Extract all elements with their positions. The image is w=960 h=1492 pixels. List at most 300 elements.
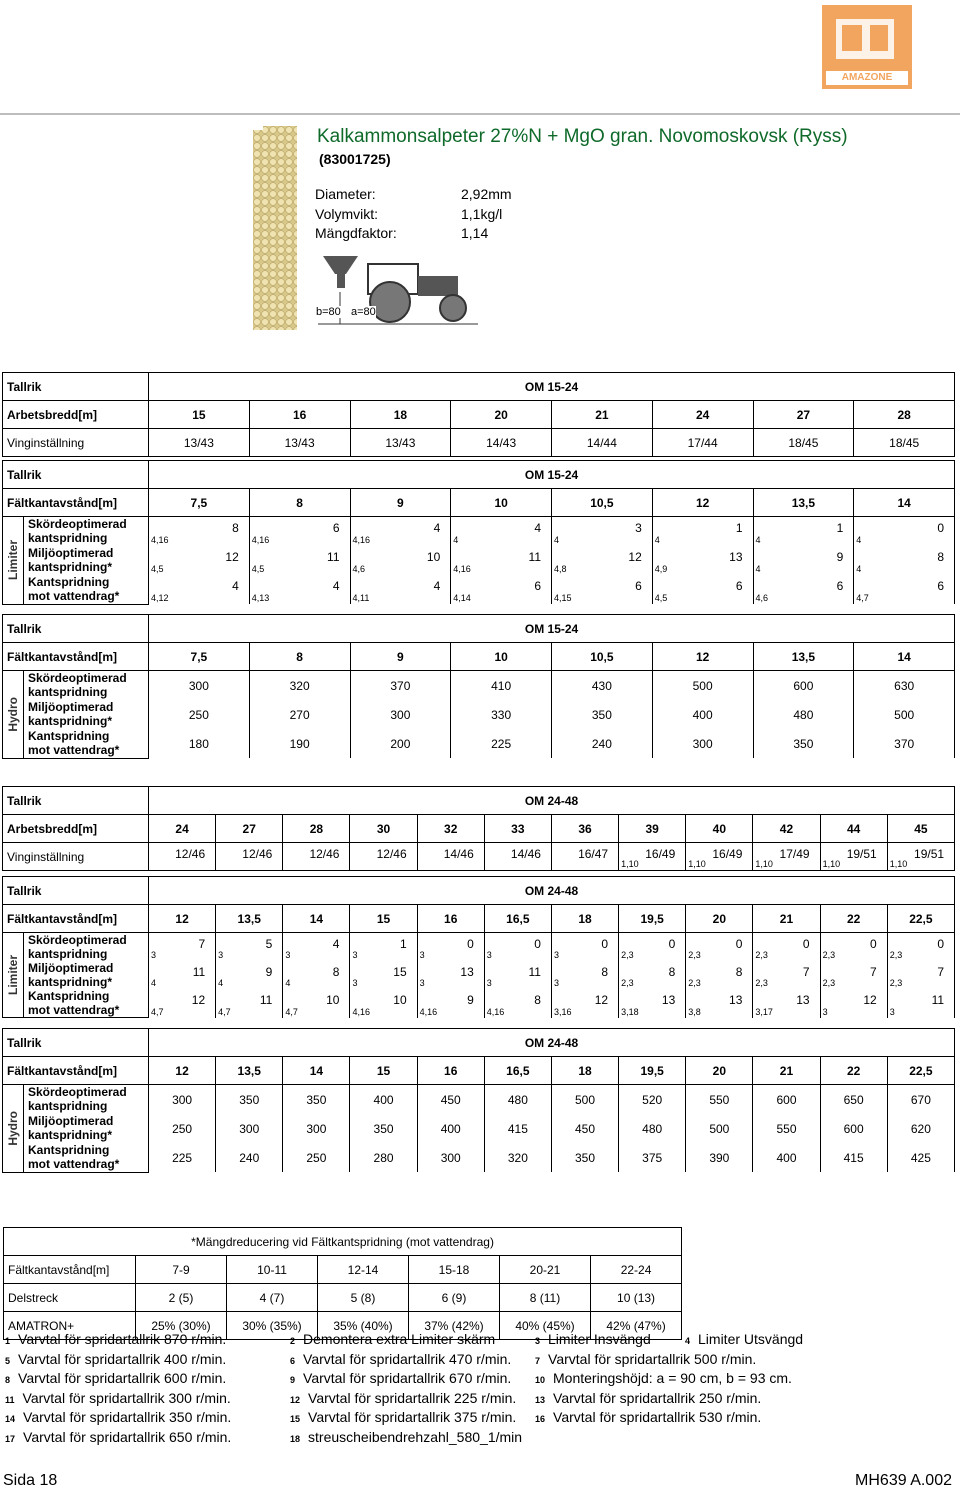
- limiter-note: 4: [285, 978, 291, 989]
- hydro-cell: 550: [686, 1085, 753, 1115]
- limiter-cell: [484, 933, 551, 962]
- limiter-note: 4,16: [453, 564, 471, 574]
- hydro-cell: 430: [552, 671, 653, 701]
- limiter-note: 2,3: [688, 950, 701, 961]
- arbetsbredd-label: Arbetsbredd[m]: [3, 815, 149, 843]
- limiter-cell: [451, 575, 552, 604]
- falt-cell: 10: [451, 643, 552, 671]
- limiter-note: 4: [755, 535, 761, 545]
- limiter-cell: [350, 517, 451, 547]
- limiter-value: 1: [399, 937, 407, 951]
- limiter-note: 3,17: [755, 1006, 773, 1017]
- footnote-number: 5: [5, 1355, 11, 1366]
- limiter-note: 4: [856, 535, 862, 545]
- vinkel-value: 12/46: [175, 847, 206, 861]
- hydro-cell: 225: [451, 729, 552, 758]
- arbetsbredd-label: Arbetsbredd[m]: [3, 401, 149, 429]
- vinkel-cell: [820, 843, 887, 871]
- hydro-cell: 350: [753, 729, 854, 758]
- product-code: (83001725): [319, 151, 391, 167]
- falt-cell: 22,5: [887, 905, 954, 933]
- limiter-value: 6: [332, 521, 340, 535]
- footnote-text: Varvtal för spridartallrik 250 r/min.: [553, 1389, 762, 1406]
- falt-cell: 18: [551, 1057, 618, 1085]
- limiter-cell: [887, 989, 954, 1017]
- hydro-cell: 350: [350, 1114, 417, 1143]
- footnote-text: Varvtal för spridartallrik 600 r/min.: [18, 1370, 227, 1386]
- vinkel-cell: 13/43: [149, 429, 250, 457]
- limiter-note: 4,16: [251, 535, 270, 545]
- footnote-number: 9: [290, 1375, 296, 1385]
- footnote-number: 8: [5, 1375, 11, 1385]
- hydro-cell: 450: [551, 1114, 618, 1143]
- vinkel-note: 1,10: [621, 859, 639, 869]
- diagram-b-label: b=80: [316, 306, 341, 318]
- limiter-note: 4,16: [151, 535, 169, 545]
- vinkel-note: 1,10: [755, 859, 773, 869]
- falt-label: Fältkantavstånd[m]: [3, 489, 149, 517]
- vinkel-value: 19/51: [914, 847, 945, 861]
- limiter-cell: [887, 961, 954, 989]
- limiter-row-labels: [3, 933, 149, 1018]
- limiter-cell: [451, 546, 552, 575]
- vinkel-value: 17/49: [779, 847, 810, 861]
- falt-cell: 12: [652, 643, 753, 671]
- row-label-line: mot vattendrag*: [28, 1003, 120, 1017]
- limiter-note: 3: [352, 950, 358, 961]
- limiter-value: 10: [426, 550, 441, 564]
- vinkel-cell: [216, 843, 283, 871]
- arbetsbredd-cell: 18: [350, 401, 451, 429]
- footnote-text: Varvtal för spridartallrik 530 r/min.: [553, 1409, 762, 1425]
- arbetsbredd-cell: 27: [216, 815, 283, 843]
- section2-header-table: [2, 786, 955, 871]
- limiter-note: 3: [419, 950, 425, 961]
- footnote-text: Varvtal för spridartallrik 650 r/min.: [23, 1428, 232, 1445]
- arbetsbredd-cell: 24: [149, 815, 216, 843]
- limiter-value: 8: [332, 965, 340, 980]
- footnote-number: 6: [290, 1355, 296, 1366]
- falt-cell: 14: [283, 905, 350, 933]
- falt-cell: 14: [283, 1057, 350, 1085]
- footnote: [290, 1350, 511, 1372]
- hydro-cell: 500: [652, 671, 753, 701]
- row-label-1: [24, 517, 148, 545]
- limiter-value: 0: [937, 937, 945, 951]
- arbetsbredd-cell: 28: [854, 401, 955, 429]
- hydro-cell: 250: [149, 1114, 216, 1143]
- limiter-note: 4,5: [654, 593, 668, 603]
- limiter-cell: [149, 546, 250, 575]
- hydro-cell: 500: [551, 1085, 618, 1115]
- limiter-value: 13: [729, 550, 743, 564]
- limiter-cell: [551, 989, 618, 1017]
- falt-cell: 14: [854, 643, 955, 671]
- limiter-value: 0: [534, 937, 541, 951]
- limiter-value: 11: [528, 965, 541, 980]
- vinkel-cell: 14/44: [552, 429, 653, 457]
- row-label-3: [24, 575, 148, 603]
- hydro-cell: 670: [887, 1085, 954, 1115]
- limiter-value: 0: [668, 937, 676, 951]
- row-label-line: Miljöoptimerad: [28, 961, 114, 975]
- mangd-cell: 12-14: [318, 1256, 409, 1284]
- falt-cell: 9: [350, 489, 451, 517]
- limiter-cell: [619, 933, 686, 962]
- footnote: [5, 1330, 226, 1352]
- mangd-cell: 6 (9): [409, 1284, 500, 1312]
- limiter-cell: [417, 961, 484, 989]
- mangd-cell: 22-24: [591, 1256, 682, 1284]
- limiter-value: 10: [326, 993, 340, 1008]
- row-label-1: [24, 671, 148, 699]
- limiter-note: 4,16: [352, 1006, 370, 1017]
- mangd-cell: 2 (5): [136, 1284, 227, 1312]
- row-label-line: Skördeoptimerad: [28, 933, 127, 947]
- hydro-cell: 600: [753, 671, 854, 701]
- limiter-note: 2,3: [822, 950, 836, 961]
- limiter-cell: [216, 961, 283, 989]
- limiter-note: 4: [856, 564, 862, 574]
- mangd-row-label: AMATRON+: [4, 1312, 136, 1340]
- hydro-cell: 240: [552, 729, 653, 758]
- diagram-a-label: a=80: [351, 306, 376, 318]
- footnote-number: 3: [535, 1336, 541, 1346]
- row-label-2: [24, 961, 148, 989]
- falt-cell: 10,5: [552, 489, 653, 517]
- row-label-1: [24, 933, 148, 961]
- limiter-cell: [350, 546, 451, 575]
- falt-cell: 16,5: [484, 905, 551, 933]
- limiter-cell: [753, 961, 820, 989]
- limiter-side-label: Limiter: [6, 540, 20, 581]
- limiter-cell: [753, 575, 854, 604]
- mangd-cell: 10 (13): [591, 1284, 682, 1312]
- limiter-note: 4: [218, 978, 224, 989]
- limiter-cell: [753, 933, 820, 962]
- limiter-cell: [854, 546, 955, 575]
- limiter-cell: [686, 933, 753, 962]
- row-label-line: kantspridning*: [28, 560, 113, 575]
- falt-cell: 22,5: [887, 1057, 954, 1085]
- limiter-note: 4,5: [251, 564, 265, 574]
- quantity-factor-value: 1,14: [461, 225, 489, 241]
- vinkel-cell: 18/45: [854, 429, 955, 457]
- footnote: [535, 1408, 761, 1430]
- hydro-cell: 375: [619, 1143, 686, 1172]
- footnote: [535, 1330, 651, 1352]
- limiter-value: 1: [836, 521, 844, 535]
- vinkel-cell: [551, 843, 618, 871]
- hydro-cell: 300: [216, 1114, 283, 1143]
- limiter-cell: [149, 989, 216, 1017]
- limiter-value: 13: [661, 993, 676, 1008]
- footnote: [5, 1428, 231, 1450]
- limiter-note: 4: [755, 564, 761, 574]
- tallrik-value: OM 15-24: [149, 461, 955, 489]
- vinkel-cell: 13/43: [350, 429, 451, 457]
- footnote-number: 14: [5, 1414, 16, 1424]
- arbetsbredd-cell: 45: [887, 815, 954, 843]
- vinkel-cell: [484, 843, 551, 871]
- hydro-cell: 630: [854, 671, 955, 701]
- row-label-line: mot vattendrag*: [28, 589, 120, 604]
- limiter-note: 4,15: [554, 593, 572, 603]
- hydro-cell: 400: [417, 1114, 484, 1143]
- falt-cell: 13,5: [216, 1057, 283, 1085]
- limiter-note: 3,16: [553, 1006, 572, 1017]
- quantity-factor-label: Mängdfaktor:: [315, 225, 397, 241]
- volume-weight-label: Volymvikt:: [315, 206, 379, 222]
- row-label-1: [24, 1085, 148, 1113]
- mangd-cell: 7-9: [136, 1256, 227, 1284]
- limiter-note: 4,13: [251, 593, 270, 603]
- limiter-value: 15: [393, 965, 407, 980]
- falt-cell: 21: [753, 905, 820, 933]
- row-label-2: [24, 546, 148, 574]
- hydro-cell: 480: [619, 1114, 686, 1143]
- vinkel-label: Vinginställning: [3, 843, 149, 871]
- mangd-cell: 42% (47%): [591, 1312, 682, 1340]
- limiter-note: 3: [352, 978, 358, 989]
- vinkel-cell: 17/44: [652, 429, 753, 457]
- arbetsbredd-cell: 36: [551, 815, 618, 843]
- limiter-value: 13: [460, 965, 474, 980]
- limiter-value: 7: [937, 965, 945, 980]
- vinkel-note: 1,10: [688, 859, 706, 869]
- hydro-cell: 390: [686, 1143, 753, 1172]
- limiter-value: 12: [863, 993, 877, 1008]
- footnote: [290, 1330, 495, 1352]
- limiter-note: 2,3: [822, 978, 836, 989]
- limiter-cell: [149, 933, 216, 962]
- limiter-cell: [753, 989, 820, 1017]
- limiter-value: 10: [393, 993, 407, 1008]
- hydro-cell: 300: [149, 1085, 216, 1115]
- footnote: [290, 1389, 516, 1411]
- limiter-cell: [652, 517, 753, 547]
- vinkel-value: 16/49: [645, 847, 676, 861]
- limiter-cell: [350, 989, 417, 1017]
- vinkel-value: 12/46: [309, 847, 340, 861]
- footnote-text: Varvtal för spridartallrik 470 r/min.: [303, 1350, 512, 1367]
- footnote: [5, 1408, 231, 1430]
- hydro-cell: 190: [249, 729, 350, 758]
- row-label-2: [24, 1114, 148, 1142]
- row-label-line: Kantspridning: [28, 729, 110, 744]
- limiter-cell: [820, 933, 887, 962]
- falt-cell: 7,5: [149, 643, 250, 671]
- hydro-cell: 500: [686, 1114, 753, 1143]
- footnote-text: Varvtal för spridartallrik 225 r/min.: [308, 1389, 517, 1406]
- hydro-cell: 270: [249, 700, 350, 729]
- hydro-cell: 200: [350, 729, 451, 758]
- hydro-cell: 400: [350, 1085, 417, 1115]
- tallrik-label: Tallrik: [3, 787, 149, 815]
- limiter-value: 6: [635, 579, 642, 593]
- row-label-line: Skördeoptimerad: [28, 517, 127, 532]
- row-label-3: [24, 729, 148, 757]
- limiter-value: 12: [225, 550, 239, 564]
- footnote-number: 17: [5, 1433, 16, 1444]
- vinkel-value: 16/49: [712, 847, 743, 861]
- limiter-note: 4,7: [856, 593, 869, 603]
- hydro-cell: 300: [417, 1143, 484, 1172]
- footnote: [5, 1389, 231, 1411]
- limiter-cell: [551, 933, 618, 962]
- footnote-text: Limiter Insvängd: [548, 1331, 651, 1347]
- product-title: Kalkammonsalpeter 27%N + MgO gran. Novomoskovsk (Ryss): [317, 126, 848, 147]
- row-label-line: kantspridning: [28, 947, 108, 961]
- limiter-note: 4,8: [554, 564, 567, 574]
- row-label-line: Skördeoptimerad: [28, 671, 127, 686]
- falt-cell: 7,5: [149, 489, 250, 517]
- footnote-text: Varvtal för spridartallrik 300 r/min.: [22, 1389, 231, 1406]
- limiter-cell: [484, 989, 551, 1017]
- hydro-cell: 370: [854, 729, 955, 758]
- limiter-value: 7: [870, 965, 877, 980]
- mangd-row-label: Delstreck: [4, 1284, 136, 1312]
- limiter-cell: [149, 961, 216, 989]
- limiter-note: 4: [151, 978, 157, 989]
- limiter-value: 11: [528, 550, 541, 564]
- hydro-cell: 370: [350, 671, 451, 701]
- limiter-note: 3: [486, 978, 492, 989]
- tractor-icon: [318, 250, 478, 330]
- falt-cell: 15: [350, 905, 417, 933]
- section1-header-table: [2, 372, 955, 457]
- limiter-value: 13: [796, 993, 810, 1008]
- fertilizer-photo: [253, 126, 297, 330]
- limiter-cell: [820, 961, 887, 989]
- footnote-number: 13: [535, 1394, 546, 1405]
- falt-cell: 9: [350, 643, 451, 671]
- footnote: [685, 1330, 803, 1352]
- limiter-cell: [820, 989, 887, 1017]
- limiter-cell: [753, 517, 854, 547]
- arbetsbredd-cell: 40: [686, 815, 753, 843]
- vinkel-label: Vinginställning: [3, 429, 149, 457]
- falt-cell: 20: [686, 905, 753, 933]
- limiter-cell: [652, 575, 753, 604]
- falt-cell: 19,5: [619, 1057, 686, 1085]
- arbetsbredd-cell: 15: [149, 401, 250, 429]
- limiter-note: 2,3: [688, 978, 701, 989]
- falt-cell: 16: [417, 1057, 484, 1085]
- hydro-cell: 280: [350, 1143, 417, 1172]
- limiter-value: 12: [191, 993, 206, 1008]
- tallrik-label: Tallrik: [3, 615, 149, 643]
- limiter-value: 9: [467, 993, 474, 1008]
- limiter-cell: [552, 546, 653, 575]
- footnote-text: Limiter Utsvängd: [698, 1331, 804, 1347]
- vinkel-cell: [283, 843, 350, 871]
- hydro-cell: 410: [451, 671, 552, 701]
- limiter-note: 2,3: [621, 950, 634, 961]
- tallrik-label: Tallrik: [3, 1029, 149, 1057]
- hydro-cell: 320: [249, 671, 350, 701]
- falt-cell: 12: [149, 1057, 216, 1085]
- limiter-value: 11: [259, 993, 273, 1008]
- hydro-cell: 350: [551, 1143, 618, 1172]
- arbetsbredd-cell: 21: [552, 401, 653, 429]
- limiter-value: 4: [534, 521, 541, 535]
- limiter-value: 9: [836, 550, 844, 564]
- limiter-value: 7: [198, 937, 206, 951]
- falt-cell: 20: [686, 1057, 753, 1085]
- limiter-note: 3,8: [688, 1006, 701, 1017]
- falt-label: Fältkantavstånd[m]: [3, 643, 149, 671]
- row-label-line: mot vattendrag*: [28, 743, 120, 758]
- limiter-cell: [652, 546, 753, 575]
- limiter-note: 4,14: [453, 593, 471, 603]
- footnote-number: 11: [5, 1394, 15, 1405]
- footnote: [535, 1369, 792, 1391]
- limiter-note: 3: [889, 1006, 895, 1017]
- limiter-value: 8: [232, 521, 239, 535]
- footnote-text: Demontera extra Limiter skärm: [303, 1331, 496, 1347]
- footnote: [5, 1369, 226, 1391]
- mangd-cell: 25% (30%): [136, 1312, 227, 1340]
- diameter-label: Diameter:: [315, 186, 376, 202]
- mangd-cell: 5 (8): [318, 1284, 409, 1312]
- hydro-cell: 250: [283, 1143, 350, 1172]
- falt-cell: 10,5: [552, 643, 653, 671]
- limiter-value: 4: [332, 937, 340, 951]
- row-label-line: Kantspridning: [28, 989, 110, 1003]
- limiter-value: 4: [332, 579, 340, 593]
- hydro-cell: 480: [753, 700, 854, 729]
- hydro-cell: 350: [283, 1085, 350, 1115]
- footnote-number: 16: [535, 1414, 546, 1424]
- tallrik-label: Tallrik: [3, 461, 149, 489]
- mangd-cell: 4 (7): [227, 1284, 318, 1312]
- limiter-cell: [854, 517, 955, 547]
- limiter-row-labels: [3, 517, 149, 605]
- vinkel-cell: [753, 843, 820, 871]
- limiter-value: 0: [467, 937, 474, 951]
- tallrik-label: Tallrik: [3, 373, 149, 401]
- vinkel-cell: [619, 843, 686, 871]
- diameter-value: 2,92mm: [461, 186, 512, 202]
- vinkel-cell: [350, 843, 417, 871]
- footnote-number: 7: [535, 1355, 541, 1366]
- mangd-title: *Mängdreducering vid Fältkantspridning (mot vattendrag): [4, 1228, 682, 1256]
- limiter-note: 4,11: [352, 593, 370, 603]
- footnote-number: 10: [535, 1375, 546, 1385]
- row-label-line: kantspridning: [28, 531, 108, 546]
- vinkel-cell: 13/43: [249, 429, 350, 457]
- falt-cell: 10: [451, 489, 552, 517]
- limiter-cell: [417, 933, 484, 962]
- limiter-cell: [249, 546, 350, 575]
- hydro-cell: 330: [451, 700, 552, 729]
- limiter-cell: [283, 989, 350, 1017]
- row-label-line: Miljöoptimerad: [28, 700, 114, 715]
- footnote-text: Monteringshöjd: a = 90 cm, b = 93 cm.: [553, 1370, 792, 1386]
- arbetsbredd-cell: 27: [753, 401, 854, 429]
- arbetsbredd-cell: 32: [417, 815, 484, 843]
- falt-cell: 22: [820, 1057, 887, 1085]
- limiter-value: 11: [931, 993, 945, 1008]
- limiter-value: 12: [628, 550, 642, 564]
- limiter-cell: [149, 575, 250, 604]
- row-label-line: Kantspridning: [28, 1143, 110, 1158]
- tallrik-value: OM 24-48: [149, 1029, 955, 1057]
- falt-cell: 12: [149, 905, 216, 933]
- hydro-cell: 500: [854, 700, 955, 729]
- tractor-diagram: [318, 250, 478, 330]
